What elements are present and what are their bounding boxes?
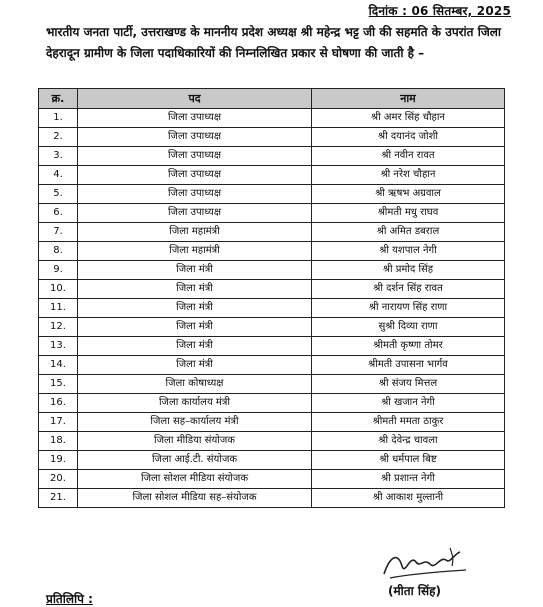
row-name: श्री अमित डबराल — [312, 223, 505, 242]
row-name: श्रीमती कृष्णा तोमर — [312, 337, 505, 356]
row-name: श्री यशपाल नेगी — [312, 242, 505, 261]
row-name: श्री प्रशान्त नेगी — [312, 470, 505, 489]
table-row — [39, 223, 505, 242]
row-number: 2. — [39, 128, 78, 147]
row-post: जिला आई.टी. संयोजक — [78, 451, 312, 470]
table-row — [39, 280, 505, 299]
row-number: 7. — [39, 223, 78, 242]
office-bearers-table — [38, 88, 505, 508]
table-row — [39, 489, 505, 508]
row-post: जिला महामंत्री — [78, 223, 312, 242]
row-number: 13. — [39, 337, 78, 356]
row-post: जिला उपाध्यक्ष — [78, 109, 312, 128]
table-row — [39, 470, 505, 489]
row-name: श्री धर्मपाल बिष्ट — [312, 451, 505, 470]
table-row — [39, 432, 505, 451]
table-row — [39, 394, 505, 413]
row-number: 18. — [39, 432, 78, 451]
row-name: सुश्री दिव्या राणा — [312, 318, 505, 337]
row-number: 1. — [39, 109, 78, 128]
row-post: जिला उपाध्यक्ष — [78, 147, 312, 166]
row-name: श्रीमती ममता ठाकुर — [312, 413, 505, 432]
table-row — [39, 318, 505, 337]
table-row — [39, 204, 505, 223]
row-name: श्रीमती मधु राघव — [312, 204, 505, 223]
row-name: श्री प्रमोद सिंह — [312, 261, 505, 280]
row-name: श्री नवीन रावत — [312, 147, 505, 166]
table-row — [39, 375, 505, 394]
table-row — [39, 356, 505, 375]
row-name: श्री देवेन्द्र चावला — [312, 432, 505, 451]
row-name: श्री नारायण सिंह राणा — [312, 299, 505, 318]
signature-image — [380, 544, 470, 584]
row-name: श्री अमर सिंह चौहान — [312, 109, 505, 128]
row-number: 5. — [39, 185, 78, 204]
row-number: 12. — [39, 318, 78, 337]
row-post: जिला सह–कार्यालय मंत्री — [78, 413, 312, 432]
table-row — [39, 242, 505, 261]
column-header-number: क्र. — [39, 89, 78, 109]
row-post: जिला मंत्री — [78, 261, 312, 280]
row-post: जिला मंत्री — [78, 356, 312, 375]
row-number: 10. — [39, 280, 78, 299]
row-post: जिला उपाध्यक्ष — [78, 166, 312, 185]
table-row — [39, 261, 505, 280]
row-name: श्री आकाश मुल्तानी — [312, 489, 505, 508]
row-post: जिला मंत्री — [78, 318, 312, 337]
table-row — [39, 147, 505, 166]
table-header-row — [39, 89, 505, 109]
row-number: 8. — [39, 242, 78, 261]
signatory-name: (मीता सिंह) — [388, 584, 441, 598]
row-number: 17. — [39, 413, 78, 432]
table-row — [39, 128, 505, 147]
row-number: 4. — [39, 166, 78, 185]
row-number: 21. — [39, 489, 78, 508]
row-name: श्री नरेश चौहान — [312, 166, 505, 185]
row-number: 19. — [39, 451, 78, 470]
table-row — [39, 109, 505, 128]
row-post: जिला सोशल मीडिया सह–संयोजक — [78, 489, 312, 508]
row-name: श्री खजान नेगी — [312, 394, 505, 413]
row-number: 16. — [39, 394, 78, 413]
column-header-post: पद — [78, 89, 312, 109]
copy-to-label: प्रतिलिपि : — [46, 592, 93, 606]
table-row — [39, 299, 505, 318]
row-name: श्री दर्शन सिंह रावत — [312, 280, 505, 299]
row-post: जिला मंत्री — [78, 280, 312, 299]
table-row — [39, 451, 505, 470]
row-post: जिला मंत्री — [78, 299, 312, 318]
row-post: जिला उपाध्यक्ष — [78, 204, 312, 223]
row-number: 3. — [39, 147, 78, 166]
document-date: दिनांक : 06 सितम्बर, 2025 — [368, 4, 511, 18]
row-post: जिला कार्यालय मंत्री — [78, 394, 312, 413]
row-name: श्री संजय मित्तल — [312, 375, 505, 394]
row-number: 6. — [39, 204, 78, 223]
row-number: 20. — [39, 470, 78, 489]
row-post: जिला सोशल मीडिया संयोजक — [78, 470, 312, 489]
row-post: जिला उपाध्यक्ष — [78, 128, 312, 147]
table-body — [39, 109, 505, 508]
row-post: जिला कोषाध्यक्ष — [78, 375, 312, 394]
row-name: श्री दयानंद जोशी — [312, 128, 505, 147]
table-row — [39, 337, 505, 356]
row-post: जिला मंत्री — [78, 337, 312, 356]
row-number: 11. — [39, 299, 78, 318]
row-number: 14. — [39, 356, 78, 375]
row-number: 9. — [39, 261, 78, 280]
row-post: जिला मीडिया संयोजक — [78, 432, 312, 451]
row-post: जिला उपाध्यक्ष — [78, 185, 312, 204]
row-post: जिला महामंत्री — [78, 242, 312, 261]
column-header-name: नाम — [312, 89, 505, 109]
table-row — [39, 413, 505, 432]
intro-paragraph: भारतीय जनता पार्टी, उत्तराखण्ड के माननीय प्रदेश अध्यक्ष श्री महेन्द्र भट्ट जी की सहमति के उपरांत जिला देहरादून ग्रामीण के जिला पदाधिकारियों की निम्नलिखित प्रकार से घोषणा की जाती है – — [46, 25, 501, 60]
row-name: श्री ऋषभ अग्रवाल — [312, 185, 505, 204]
table-row — [39, 166, 505, 185]
table-row — [39, 185, 505, 204]
row-name: श्रीमती उपासना भार्गव — [312, 356, 505, 375]
row-number: 15. — [39, 375, 78, 394]
